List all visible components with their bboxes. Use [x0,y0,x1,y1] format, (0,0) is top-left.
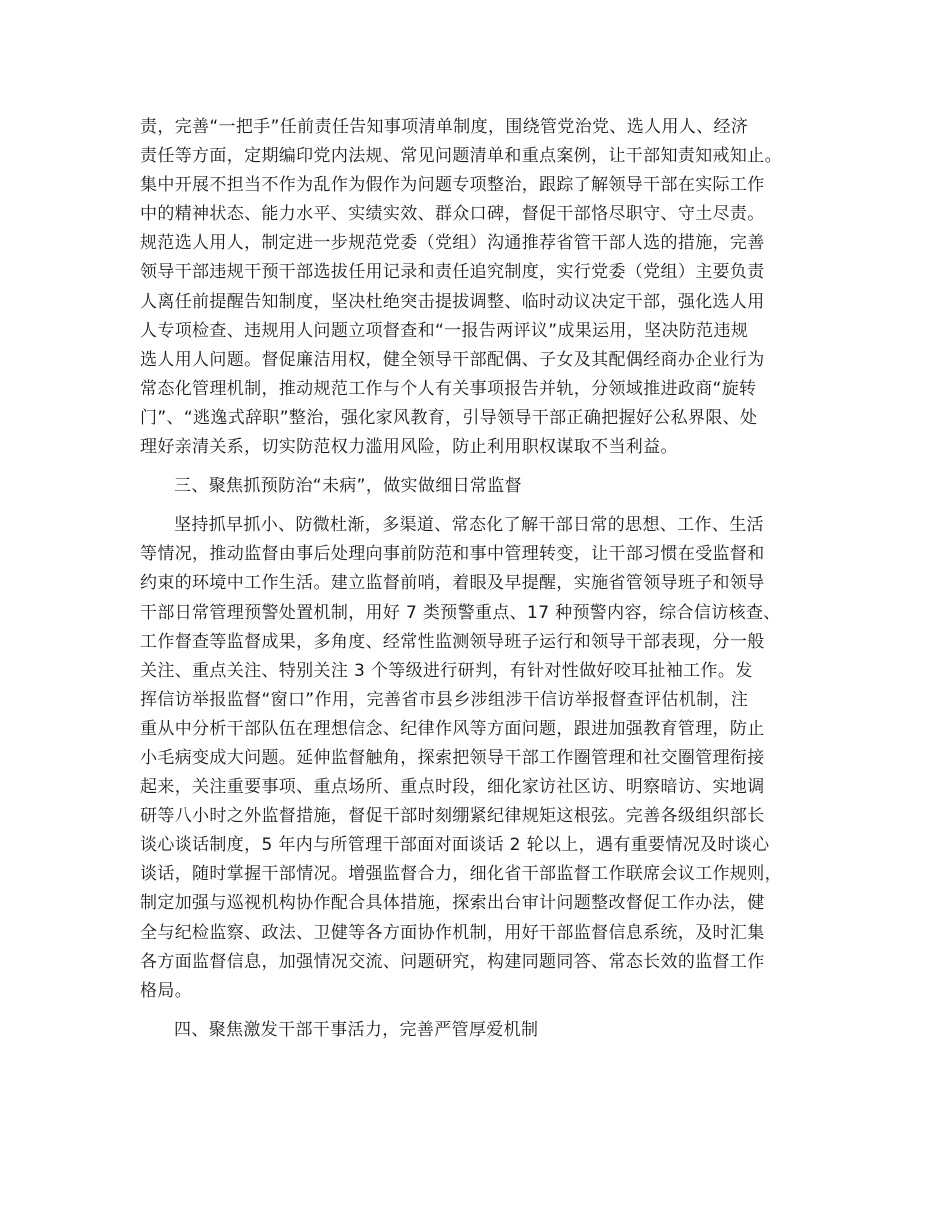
paragraph-line: 领导干部违规干预干部选拔任用记录和责任追究制度，实行党委（党组）主要负责 [140,262,765,283]
paragraph-line: 干部日常管理预警处置机制，用好 7 类预警重点、17 种预警内容，综合信访核查、 [140,602,781,623]
paragraph-line: 规范选人用人，制定进一步规范党委（党组）沟通推荐省管干部人选的措施，完善 [140,233,765,254]
paragraph-line: 制定加强与巡视机构协作配合具体措施，探索出台审计问题整改督促工作办法，健 [140,893,765,914]
paragraph-line: 全与纪检监察、政法、卫健等各方面协作机制，用好干部监督信息系统，及时汇集 [140,922,765,943]
paragraph-line: 理好亲清关系，切实防范权力滥用风险，防止利用职权谋取不当利益。 [140,437,678,458]
body-paragraph-2 [140,511,820,1006]
paragraph-line: 谈话，随时掌握干部情况。增强监督合力，细化省干部监督工作联席会议工作规则， [140,864,782,885]
paragraph-line: 重从中分析干部队伍在理想信念、纪律作风等方面问题，跟进加强教育管理，防止 [140,718,765,739]
paragraph-line: 等情况，推动监督由事后处理向事前防范和事中管理转变，让干部习惯在受监督和 [140,544,765,565]
body-paragraph-1 [140,113,820,462]
paragraph-line: 约束的环境中工作生活。建立监督前哨，着眼及早提醒，实施省管领导班子和领导 [140,573,765,594]
paragraph-line: 集中开展不担当不作为乱作为假作为问题专项整治，跟踪了解领导干部在实际工作 [140,175,765,196]
paragraph-line: 工作督查等监督成果，多角度、经常性监测领导班子运行和领导干部表现，分一般 [140,631,765,652]
paragraph-line: 格局。 [140,980,193,1001]
paragraph-line: 责，完善“一把手”任前责任告知事项清单制度，围绕管党治党、选人用人、经济 [140,117,749,137]
paragraph-line: 小毛病变成大问题。延伸监督触角，探索把领导干部工作圈管理和社交圈管理衔接 [140,747,765,768]
section-heading-3: 三、聚焦抓预防治“未病”，做实做细日常监督 [174,476,522,497]
paragraph-line: 人离任前提醒告知制度，坚决杜绝突击提拔调整、临时动议决定干部，强化选人用 [140,291,765,312]
paragraph-line: 起来，关注重要事项、重点场所、重点时段，细化家访社区访、明察暗访、实地调 [140,777,765,798]
paragraph-line: 研等八小时之外监督措施，督促干部时刻绷紧纪律规矩这根弦。完善各级组织部长 [140,806,765,827]
paragraph-line: 人专项检查、违规用人问题立项督查和“一报告两评议”成果运用，坚决防范违规 [140,320,749,341]
paragraph-line: 门”、“逃逸式辞职”整治，强化家风教育，引导领导干部正确把握好公私界限、处 [140,407,758,428]
paragraph-line: 挥信访举报监督“窗口”作用，完善省市县乡涉组涉干信访举报督查评估机制，注 [140,689,749,710]
paragraph-line: 关注、重点关注、特别关注 3 个等级进行研判，有针对性做好咬耳扯袖工作。发 [140,660,753,681]
document-page [140,113,820,1045]
paragraph-line: 谈心谈话制度，5 年内与所管理干部面对面谈话 2 轮以上，遇有重要情况及时谈心 [140,835,770,856]
paragraph-line: 常态化管理机制，推动规范工作与个人有关事项报告并轨，分领域推进政商“旋转 [140,378,757,399]
section-heading-4: 四、聚焦激发干部干事活力，完善严管厚爱机制 [174,1019,539,1040]
paragraph-line: 选人用人问题。督促廉洁用权，健全领导干部配偶、子女及其配偶经商办企业行为 [140,349,765,370]
paragraph-line: 中的精神状态、能力水平、实绩实效、群众口碑，督促干部恪尽职守、守土尽责。 [140,204,765,225]
paragraph-line: 各方面监督信息，加强情况交流、问题研究，构建同题同答、常态长效的监督工作 [140,951,765,972]
paragraph-line: 责任等方面，定期编印党内法规、常见问题清单和重点案例，让干部知责知戒知止。 [140,146,782,167]
paragraph-line: 坚持抓早抓小、防微杜渐，多渠道、常态化了解干部日常的思想、工作、生活 [174,515,764,536]
